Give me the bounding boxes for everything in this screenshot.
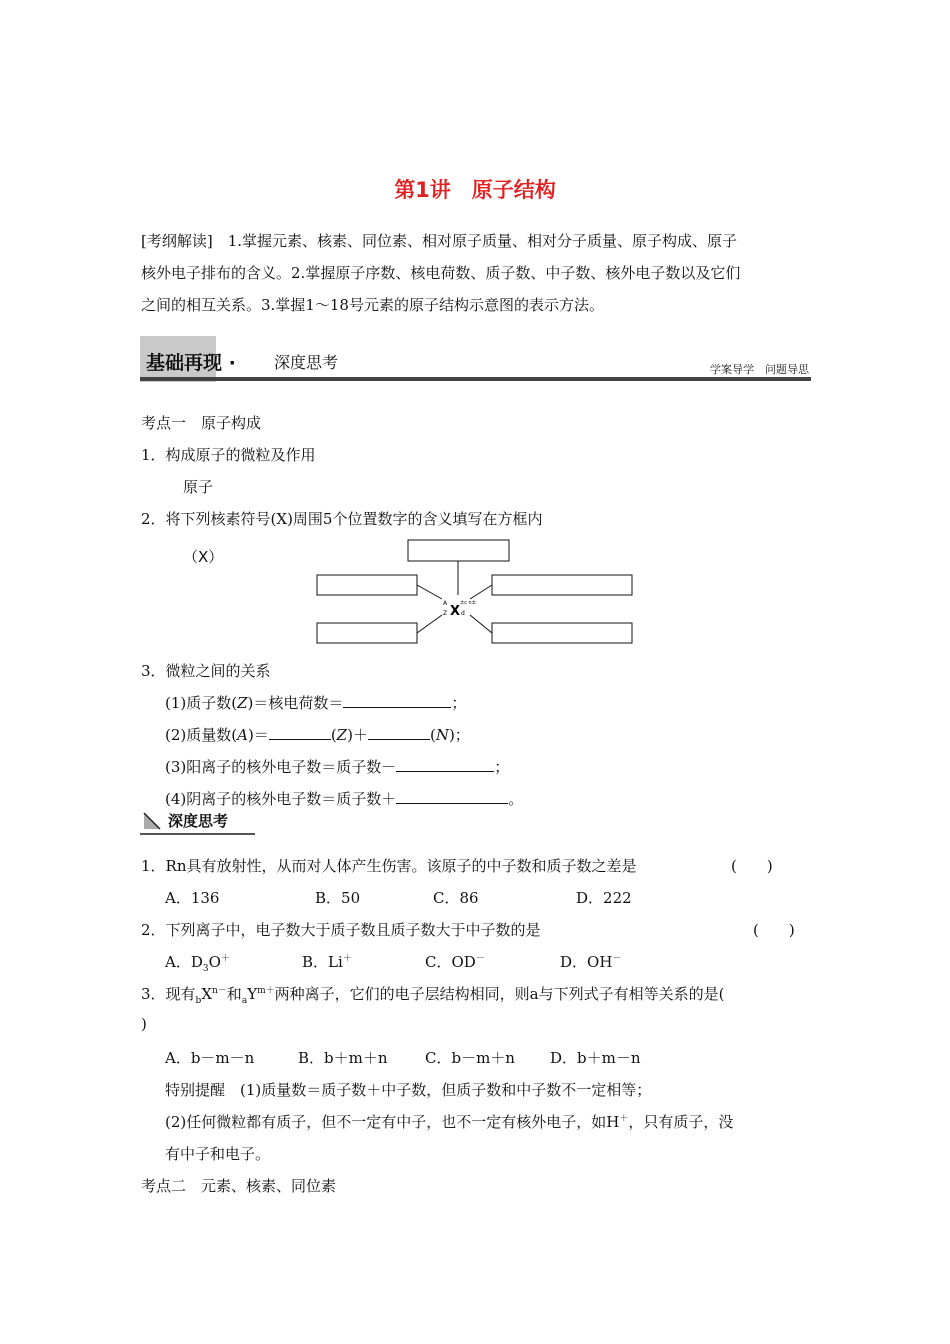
box-lower-right — [492, 623, 632, 643]
deep-thinking-label: 深度思考 — [168, 812, 229, 830]
kp1-title: 考点一 原子构成 — [141, 414, 262, 432]
question-2-paren: ( ) — [753, 921, 795, 939]
nuclide-right-sub: d — [461, 610, 465, 617]
q1-option-d: D．222 — [576, 889, 632, 907]
kp1-q3: 3．微粒之间的关系 — [141, 662, 271, 680]
question-3-close: ) — [141, 1015, 147, 1033]
section-main-title: 基础再现 · — [146, 352, 236, 374]
q3-option-a: A．b－m－n — [165, 1049, 255, 1067]
connector-upper-left — [417, 585, 442, 599]
q3-option-c: C．b－m＋n — [425, 1049, 515, 1067]
q2-option-c: C．OD－ — [425, 953, 485, 971]
relation-3: (3)阳离子的核外电子数＝质子数－ ； — [165, 758, 510, 776]
kp1-q1-sub: 原子 — [183, 478, 214, 496]
box-upper-left — [317, 575, 417, 595]
nuclide-diagram — [310, 535, 640, 650]
box-top — [408, 540, 509, 561]
relation-4: (4)阴离子的核外电子数＝质子数＋ 。 — [165, 790, 524, 808]
blank-2a[interactable] — [269, 725, 331, 740]
section-rule — [140, 377, 811, 381]
deep-thinking-rule — [140, 833, 255, 835]
kp2-title: 考点二 元素、核素、同位素 — [141, 1177, 337, 1195]
question-1: 1．Rn具有放射性，从而对人体产生伤害。该原子的中子数和质子数之差是 — [141, 857, 637, 875]
nuclide-symbol: X — [450, 604, 461, 619]
kp1-q2-x: （X） — [183, 548, 224, 566]
blank-1[interactable] — [343, 693, 451, 708]
kp1-q1: 1．构成原子的微粒及作用 — [141, 446, 316, 464]
connector-upper-right — [470, 585, 492, 599]
nuclide-left-sup: A — [443, 600, 448, 607]
question-3: 3．现有$_bX^{n-}$和$_aY^{m+}$两种离子，它们的电子层结构相同，则a与下列式子有相等关系的是( — [141, 985, 725, 1006]
box-upper-right — [492, 575, 632, 595]
corner-triangle-icon — [142, 811, 162, 831]
relation-2: (2)质量数(A)＝ (Z)＋ (N)； — [165, 726, 470, 744]
kp1-q2: 2．将下列核素符号(X)周围5个位置数字的含义填写在方框内 — [141, 510, 543, 528]
deep-thinking-header — [140, 808, 255, 835]
nuclide-right-sup: ±c n± — [460, 600, 476, 606]
q2-option-b: B．Li＋ — [302, 953, 352, 971]
page-title: 第1讲 原子结构 — [394, 178, 556, 202]
q2-option-a: A．$D_3O^+$ — [165, 953, 230, 974]
q3-option-d: D．b＋m－n — [550, 1049, 641, 1067]
note-2: (2)任何微粒都有质子，但不一定有中子，也不一定有核外电子，如H＋，只有质子，没 — [165, 1113, 734, 1131]
outline-line-3: 之间的相互关系。3.掌握1～18号元素的原子结构示意图的表示方法。 — [141, 296, 604, 314]
box-lower-left — [317, 623, 417, 643]
q1-option-a: A．136 — [165, 889, 220, 907]
question-2: 2．下列离子中，电子数大于质子数且质子数大于中子数的是 — [141, 921, 541, 939]
outline-line-2: 核外电子排布的含义。2.掌握原子序数、核电荷数、质子数、中子数、核外电子数以及它们 — [141, 264, 741, 282]
section-sub-title: 深度思考 — [274, 353, 339, 372]
q2-option-d: D．OH－ — [560, 953, 622, 971]
connector-lower-left — [417, 615, 442, 633]
section-right-label: 学案导学 问题导思 — [710, 363, 809, 376]
blank-4[interactable] — [396, 789, 508, 804]
blank-3[interactable] — [396, 757, 494, 772]
connector-lower-right — [470, 615, 492, 633]
q3-option-b: B．b＋m＋n — [298, 1049, 388, 1067]
q1-option-c: C．86 — [433, 889, 479, 907]
outline-line-1: [考纲解读] 1.掌握元素、核素、同位素、相对原子质量、相对分子质量、原子构成、原子 — [141, 232, 738, 250]
note-3: 有中子和电子。 — [165, 1145, 271, 1163]
blank-2b[interactable] — [368, 725, 430, 740]
nuclide-left-sub: Z — [443, 610, 448, 617]
question-1-paren: ( ) — [731, 857, 773, 875]
q1-option-b: B．50 — [315, 889, 361, 907]
relation-1: (1)质子数(Z)＝核电荷数＝ ； — [165, 694, 467, 712]
note-1: 特别提醒 (1)质量数＝质子数＋中子数，但质子数和中子数不一定相等； — [165, 1081, 652, 1099]
section-header — [140, 336, 811, 382]
